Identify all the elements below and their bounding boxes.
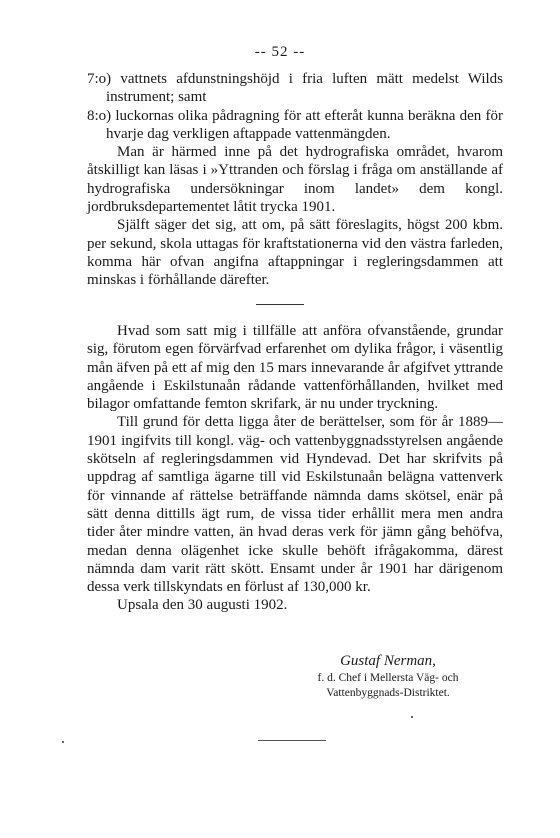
signature-title-line1: f. d. Chef i Mellersta Väg- och: [317, 672, 459, 684]
paragraph-reports: Till grund för detta ligga åter de berättelser, som för år 1889—1901 ingifvits till kongl. väg- och vattenbyggnadsstyrelsen angående skötseln af regleringsdammen vid Hyndevad. Det har skrifvits på uppdrag af samtliga ägarne till vid Eskilstunaån belägna vattenverk för vinnande af rättelse beträffande nämnda dams skötsel, enär på sätt denna dittills ägt rum, de vissa tider erhållit mera men andra tider åter mindre vatten, än hvad deras verk för jämn gång behöfva, medan denna olägenhet icke skulle behöft ifrågakomma, därest nämnda dam varit rätt skött. Ensamt under år 1901 har därigenom dessa verk tillskyndats en förlust af 130,000 kr.: [87, 414, 503, 596]
paragraph-tapping: Själft säger det sig, att om, på sätt föreslagits, högst 200 kbm. per sekund, skola uttagas för kraftstationerna vid den västra farleden, komma här ofvan angifna aftappningar i regleringsdammen att minskas i förhållande därefter.: [87, 217, 503, 289]
place-date-line: Upsala den 30 augusti 1902.: [117, 597, 288, 614]
text-block-lower: [87, 322, 503, 615]
signature-title-line2: Vattenbyggnads-Distriktet.: [326, 687, 450, 699]
section-divider: [256, 304, 304, 305]
paragraph-hydrographic: Man är härmed inne på det hydrografiska området, hvarom åtskilligt kan läsas i »Yttranden och förslag i fråga om anställande af hydrografiska undersökningar inom landet» dem kongl. jordbruksdepartementet låtit trycka 1901.: [87, 144, 503, 216]
signature-name: Gustaf Nerman,: [340, 653, 436, 669]
ink-speck: [411, 716, 413, 718]
list-item-8: 8:o) luckornas olika pådragning för att efteråt kunna beräkna den för hvarje dag verkligen aftappade vattenmängden.: [87, 107, 503, 142]
page-number: -- 52 --: [254, 44, 306, 60]
paragraph-statement: Hvad som satt mig i tillfälle att anföra ofvanstående, grundar sig, förutom egen förvärfvad erfarenhet om dylika frågor, i väsentlig mån äfven på ett af mig den 15 mars innevarande år afgifvet yttrande angående i Eskilstunaån rådande vattenförhållanden, hvilket med bilagor omfattande femton skrifark, är nu under tryckning.: [87, 323, 503, 413]
footer-rule: [258, 740, 326, 741]
signature-block: [288, 652, 488, 701]
ink-speck: [62, 741, 64, 743]
list-item-7: 7:o) vattnets afdunstningshöjd i fria luften mätt medelst Wilds instrument; samt: [87, 71, 503, 106]
text-block-upper: [87, 70, 503, 290]
